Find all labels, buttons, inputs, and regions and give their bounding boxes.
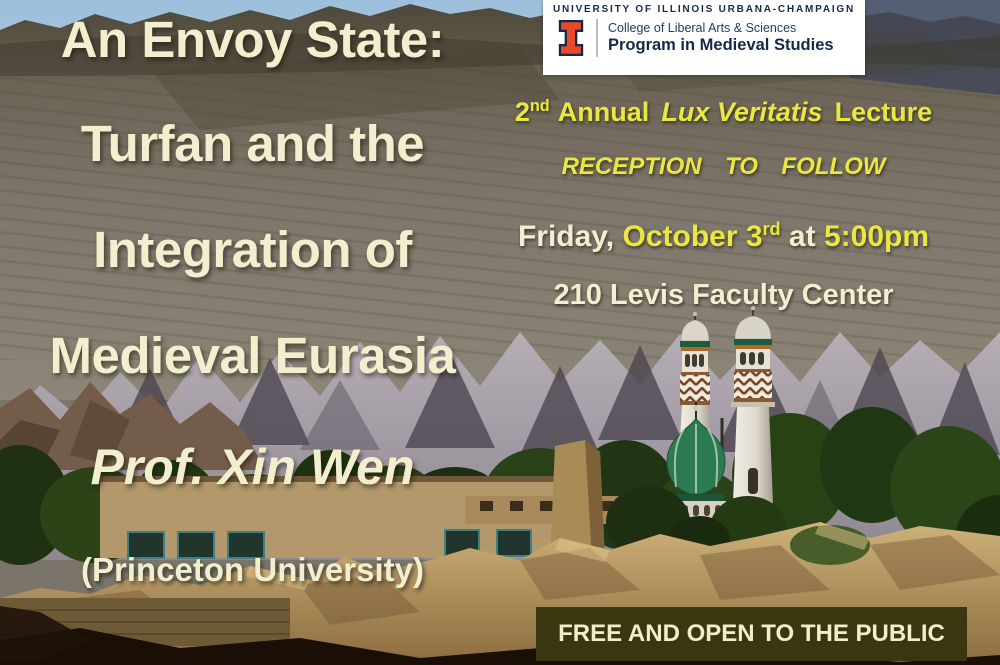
series-name: Lux Veritatis [661,97,823,127]
reception-note: RECEPTION TO FOLLOW [561,153,886,180]
ordinal-number: 2 [514,97,530,127]
title-line-4: Medieval Eurasia [49,327,456,384]
university-branding-box [543,0,865,75]
connector-word: at [788,220,816,253]
banner-text: FREE AND OPEN TO THE PUBLIC [558,620,945,647]
event-datetime [480,220,967,254]
title-line-2: Turfan and the [80,115,425,172]
date-part: October 3 [622,220,763,253]
college-name: College of Liberal Arts & Sciences [608,21,797,35]
speaker-name: Prof. Xin Wen [90,439,415,495]
lecture-word: Lecture [834,97,933,127]
org-row [543,15,865,57]
venue: 210 Levis Faculty Center [553,279,894,311]
free-admission-banner [536,607,967,661]
date-ordinal-suffix: rd [762,219,781,239]
title-line-3: Integration of [93,221,412,278]
annual-word: Annual [557,97,650,127]
illinois-block-i-icon [558,19,584,57]
divider [596,19,598,57]
right-minaret [731,306,775,503]
title-line-1: An Envoy State: [60,11,445,68]
day-part: Friday, [517,220,615,253]
speaker-affiliation: (Princeton University) [81,551,424,588]
lecture-series-line [480,97,967,128]
org-texts [608,21,834,55]
ordinal-suffix: nd [529,97,550,115]
program-name: Program in Medieval Studies [608,36,834,54]
university-name: UNIVERSITY OF ILLINOIS URBANA-CHAMPAIGN [552,4,856,15]
time-part: 5:00pm [824,220,930,253]
